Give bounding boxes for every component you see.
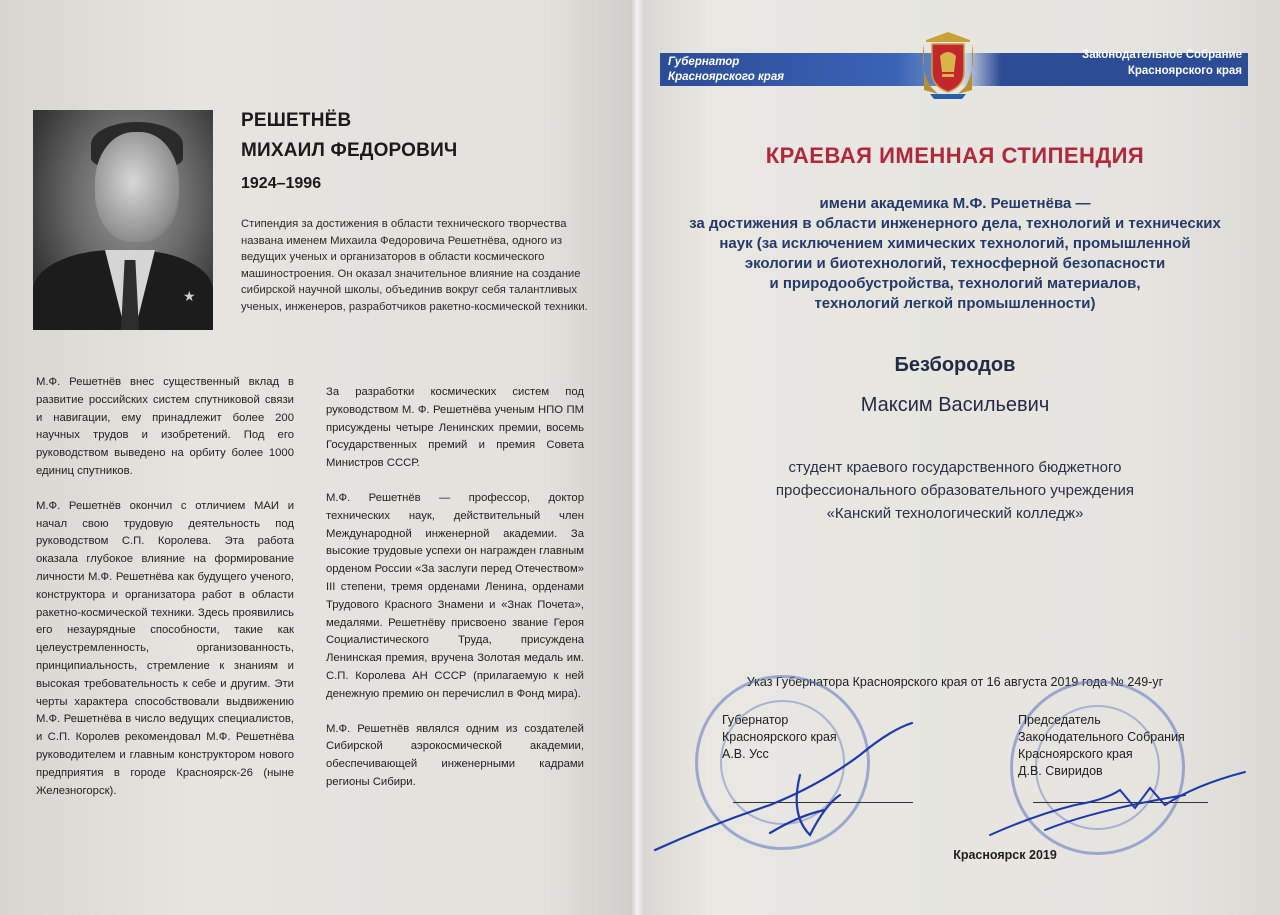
subtitle-line: наук (за исключением химических технологий, промышленной <box>719 235 1191 252</box>
institution-line: профессионального образовательного учреждения <box>775 482 1135 499</box>
governor-signature <box>650 715 920 855</box>
subtitle-line: технологий легкой промышленности) <box>814 295 1096 312</box>
signer-organization: Законодательного Собрания <box>1018 730 1185 744</box>
subtitle-line: за достижения в области инженерного дела, технологий и технических <box>689 215 1221 232</box>
scholarship-subtitle <box>650 194 1260 314</box>
signer-title: Председатель <box>1018 713 1101 727</box>
subtitle-line: и природообустройства, технологий материалов, <box>769 275 1141 292</box>
bio-given-names: МИХАИЛ ФЕДОРОВИЧ <box>241 140 458 161</box>
bio-paragraph: За разработки космических систем под руководством М. Ф. Решетнёва ученым НПО ПМ присуждены четыре Ленинских премии, восемь Государственных премий и премия Совета Министров СССР. <box>326 386 584 470</box>
header-assembly-line1: Законодательное Собрание <box>1082 49 1242 61</box>
signer-title: Губернатор <box>722 713 789 727</box>
bio-paragraph: М.Ф. Решетнёв внес существенный вклад в развитие российских систем спутниковой связи и навигации, ему принадлежит более 200 научных трудов и изобретений. Под его руководством выведено на орбиту более 1000 единиц спутников. <box>36 376 294 477</box>
institution-line: студент краевого государственного бюджетного <box>788 459 1122 476</box>
scholarship-title: КРАЕВАЯ ИМЕННАЯ СТИПЕНДИЯ <box>765 143 1145 168</box>
header-governor-line2: Красноярского края <box>668 71 784 83</box>
recipient-given-names: Максим Васильевич <box>860 394 1050 416</box>
header-governor-line1: Губернатор <box>668 56 740 68</box>
bio-surname: РЕШЕТНЁВ <box>241 110 352 131</box>
header-governor <box>668 55 784 85</box>
signer-region: Красноярского края <box>722 730 837 744</box>
city-year: Красноярск 2019 <box>953 848 1057 862</box>
decree-reference: Указ Губернатора Красноярского края от 16 августа 2019 года № 249-уг <box>746 675 1164 689</box>
bio-column-right <box>326 384 584 809</box>
hero-star-icon: ★ <box>183 288 196 304</box>
bio-intro: Стипендия за достижения в области технического творчества названа именем Михаила Федоровича Решетнёва, одного из ведущих ученых и организаторов в области космического машиностроения. Он оказал значительное влияние на создание сибирской научной школы, объединив вокруг себя талантливых ученых, инженеров, разработчиков ракетно-космической техники. <box>241 218 588 313</box>
header-assembly <box>1036 47 1242 79</box>
recipient-surname: Безбородов <box>894 354 1016 376</box>
bio-paragraph: М.Ф. Решетнёв — профессор, доктор технических наук, действительный член Международной инженерной академии. За высокие трудовые успехи он награжден главным орденом России «За заслуги перед Отечеством» III степени, тремя орденами Ленина, орденами Трудового Красного Знамени и «Знак Почета», медалями. Решетнёву присвоено звание Героя Социалистического Труда, присуждена Ленинская премия, вручена Золотая медаль им. С.П. Королева АН СССР (прилагаемую к ней денежную премию он перечислил в Фонд мира). <box>326 491 584 700</box>
krasnoyarsk-coat-of-arms-icon <box>920 28 976 100</box>
bio-column-left <box>36 374 294 817</box>
bio-paragraph: М.Ф. Решетнёв являлся одним из создателей Сибирской аэрокосмической академии, обеспечивающей инженерными кадрами регионы Сибири. <box>326 722 584 788</box>
bio-name <box>241 106 457 166</box>
subtitle-line: экологии и биотехнологий, техносферной безопасности <box>744 255 1166 272</box>
signer-region: Красноярского края <box>1018 747 1133 761</box>
header-assembly-line2: Красноярского края <box>1127 65 1242 77</box>
institution-line: «Канский технологический колледж» <box>826 505 1084 522</box>
chairman-signature <box>985 760 1250 845</box>
subtitle-line: имени академика М.Ф. Решетнёва — <box>819 195 1091 212</box>
recipient-institution <box>660 456 1250 525</box>
portrait-face <box>95 132 179 242</box>
bio-paragraph: М.Ф. Решетнёв окончил с отличием МАИ и начал свою трудовую деятельность под руководством С.П. Королева. Эта работа оказала глубокое влияние на формирование личности М.Ф. Решетнёва как будущего ученого, конструктора и организатора работ в области ракетно-космической техники. Здесь проявились его незаурядные способности, такие как целеустремленность, организованность, принципиальность, стремление к знаниям и высокая требовательность к себе и другим. Эти черты характера способствовали выдвижению М.Ф. Решетнёва в число ведущих специалистов, и С.П. Королев рекомендовал М.Ф. Решетнёва руководителем и главным конструктором нового предприятия в городе Красноярск-26 (ныне Железногорск). <box>36 499 294 797</box>
signer-name: А.В. Усс <box>722 747 769 761</box>
bio-years: 1924–1996 <box>241 175 322 192</box>
portrait-photo <box>33 110 213 330</box>
signer-name: Д.В. Свиридов <box>1018 764 1103 778</box>
